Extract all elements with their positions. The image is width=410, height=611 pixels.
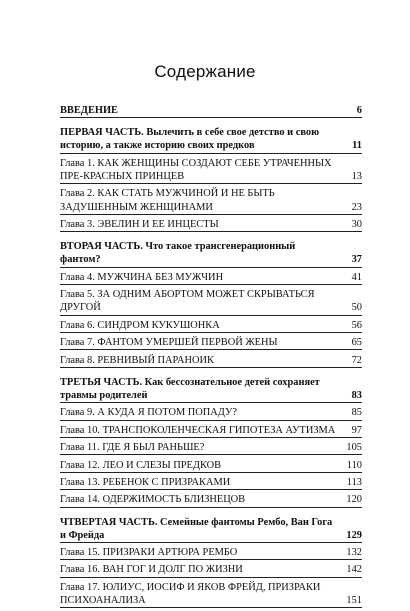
toc-entry-title: Глава 3. ЭВЕЛИН И ЕЕ ИНЦЕСТЫ xyxy=(60,218,219,230)
toc-part-entry xyxy=(60,104,362,118)
toc-part-entry xyxy=(60,240,362,267)
toc-entry-title: Глава 14. ОДЕРЖИМОСТЬ БЛИЗНЕЦОВ xyxy=(60,494,246,506)
toc-entry-page: 142 xyxy=(346,564,362,576)
toc-entry-page: 110 xyxy=(346,459,362,471)
page-title: Содержание xyxy=(154,62,256,81)
toc-entry-page: 97 xyxy=(351,424,362,436)
toc-chapter-entry xyxy=(60,424,362,438)
toc-entry-page: 113 xyxy=(346,476,362,488)
toc-entry-page: 50 xyxy=(351,302,362,314)
toc-entry-title: Глава 11. ГДЕ Я БЫЛ РАНЬШЕ? xyxy=(60,442,205,454)
toc-entry-title: Глава 9. А КУДА Я ПОТОМ ПОПАДУ? xyxy=(60,407,237,419)
toc-entry-title: ЧТВЕРТАЯ ЧАСТЬ. Семейные фантомы Рембо, Ван Гога и Фрейда xyxy=(60,516,333,541)
toc-chapter-entry xyxy=(60,187,362,214)
toc-entry-title: Глава 10. ТРАНСПОКОЛЕНЧЕСКАЯ ГИПОТЕЗА АУТИЗМА xyxy=(60,424,336,436)
toc-entry-title: Глава 8. РЕВНИВЫЙ ПАРАНОИК xyxy=(60,354,214,366)
table-of-contents xyxy=(60,104,362,611)
toc-part-entry xyxy=(60,126,362,153)
toc-entry-title: ВВЕДЕНИЕ xyxy=(60,105,118,116)
toc-chapter-entry xyxy=(60,563,362,577)
toc-entry-page: 11 xyxy=(352,140,362,152)
toc-part-entry xyxy=(60,376,362,403)
toc-entry-page: 23 xyxy=(351,201,362,213)
toc-entry-page: 120 xyxy=(346,494,362,506)
toc-entry-page: 129 xyxy=(346,529,362,541)
toc-entry-page: 72 xyxy=(351,354,362,366)
toc-entry-title: Глава 13. РЕБЕНОК С ПРИЗРАКАМИ xyxy=(60,476,231,488)
toc-entry-page: 13 xyxy=(351,171,362,182)
toc-entry-page: 132 xyxy=(346,547,362,559)
toc-entry-page: 151 xyxy=(346,595,362,607)
toc-entry-title: Глава 12. ЛЕО И СЛЕЗЫ ПРЕДКОВ xyxy=(60,459,222,471)
toc-part-entry xyxy=(60,516,362,543)
toc-chapter-entry xyxy=(60,288,362,315)
toc-chapter-entry xyxy=(60,271,362,285)
toc-chapter-entry xyxy=(60,354,362,368)
toc-entry-page: 65 xyxy=(351,337,362,349)
toc-entry-title: Глава 2. КАК СТАТЬ МУЖЧИНОЙ И НЕ БЫТЬ ЗАДУШЕННЫМ ЖЕНЩИНАМИ xyxy=(60,188,275,213)
toc-chapter-entry xyxy=(60,493,362,507)
toc-entry-title: Глава 5. ЗА ОДНИМ АБОРТОМ МОЖЕТ СКРЫВАТЬСЯ ДРУГОЙ xyxy=(60,289,315,314)
toc-chapter-entry xyxy=(60,546,362,560)
toc-entry-title: ВТОРАЯ ЧАСТЬ. Что такое трансгенерационный фантом? xyxy=(60,241,296,266)
toc-entry-page: 37 xyxy=(351,254,362,266)
toc-chapter-entry xyxy=(60,157,362,184)
toc-chapter-entry xyxy=(60,441,362,455)
toc-entry-page: 105 xyxy=(346,442,362,454)
toc-entry-title: Глава 4. МУЖЧИНА БЕЗ МУЖЧИН xyxy=(60,271,224,283)
toc-entry-page: 41 xyxy=(351,271,362,283)
toc-entry-title: Глава 7. ФАНТОМ УМЕРШЕЙ ПЕРВОЙ ЖЕНЫ xyxy=(60,337,278,349)
toc-chapter-entry xyxy=(60,581,362,608)
toc-entry-title: ПЕРВАЯ ЧАСТЬ. Вылечить в себе свое детство и свою историю, а также историю своих предков xyxy=(60,127,320,152)
toc-entry-title: Глава 17. ЮЛИУС, ИОСИФ И ЯКОВ ФРЕЙД, ПРИЗРАКИ ПСИХОАНАЛИЗА xyxy=(60,581,321,607)
toc-entry-title: Глава 1. КАК ЖЕНЩИНЫ СОЗДАЮТ СЕБЕ УТРАЧЕННЫХ ПРЕ-КРАСНЫХ ПРИНЦЕВ xyxy=(60,157,332,182)
toc-chapter-entry xyxy=(60,459,362,473)
toc-entry-page: 83 xyxy=(351,389,362,401)
toc-entry-title: Глава 16. ВАН ГОГ И ДОЛГ ПО ЖИЗНИ xyxy=(60,564,243,576)
toc-chapter-entry xyxy=(60,406,362,420)
toc-entry-title: Глава 6. СИНДРОМ КУКУШОНКА xyxy=(60,319,220,331)
toc-chapter-entry xyxy=(60,336,362,350)
toc-entry-page: 56 xyxy=(351,319,362,331)
toc-entry-page: 6 xyxy=(356,105,362,116)
toc-entry-page: 30 xyxy=(351,218,362,230)
toc-entry-title: ТРЕТЬЯ ЧАСТЬ. Как бессознательное детей сохраняет травмы родителей xyxy=(60,376,320,401)
toc-chapter-entry xyxy=(60,319,362,333)
toc-entry-title: Глава 15. ПРИЗРАКИ АРТЮРА РЕМБО xyxy=(60,547,238,559)
toc-chapter-entry xyxy=(60,218,362,232)
toc-entry-page: 85 xyxy=(351,407,362,419)
toc-chapter-entry xyxy=(60,476,362,490)
